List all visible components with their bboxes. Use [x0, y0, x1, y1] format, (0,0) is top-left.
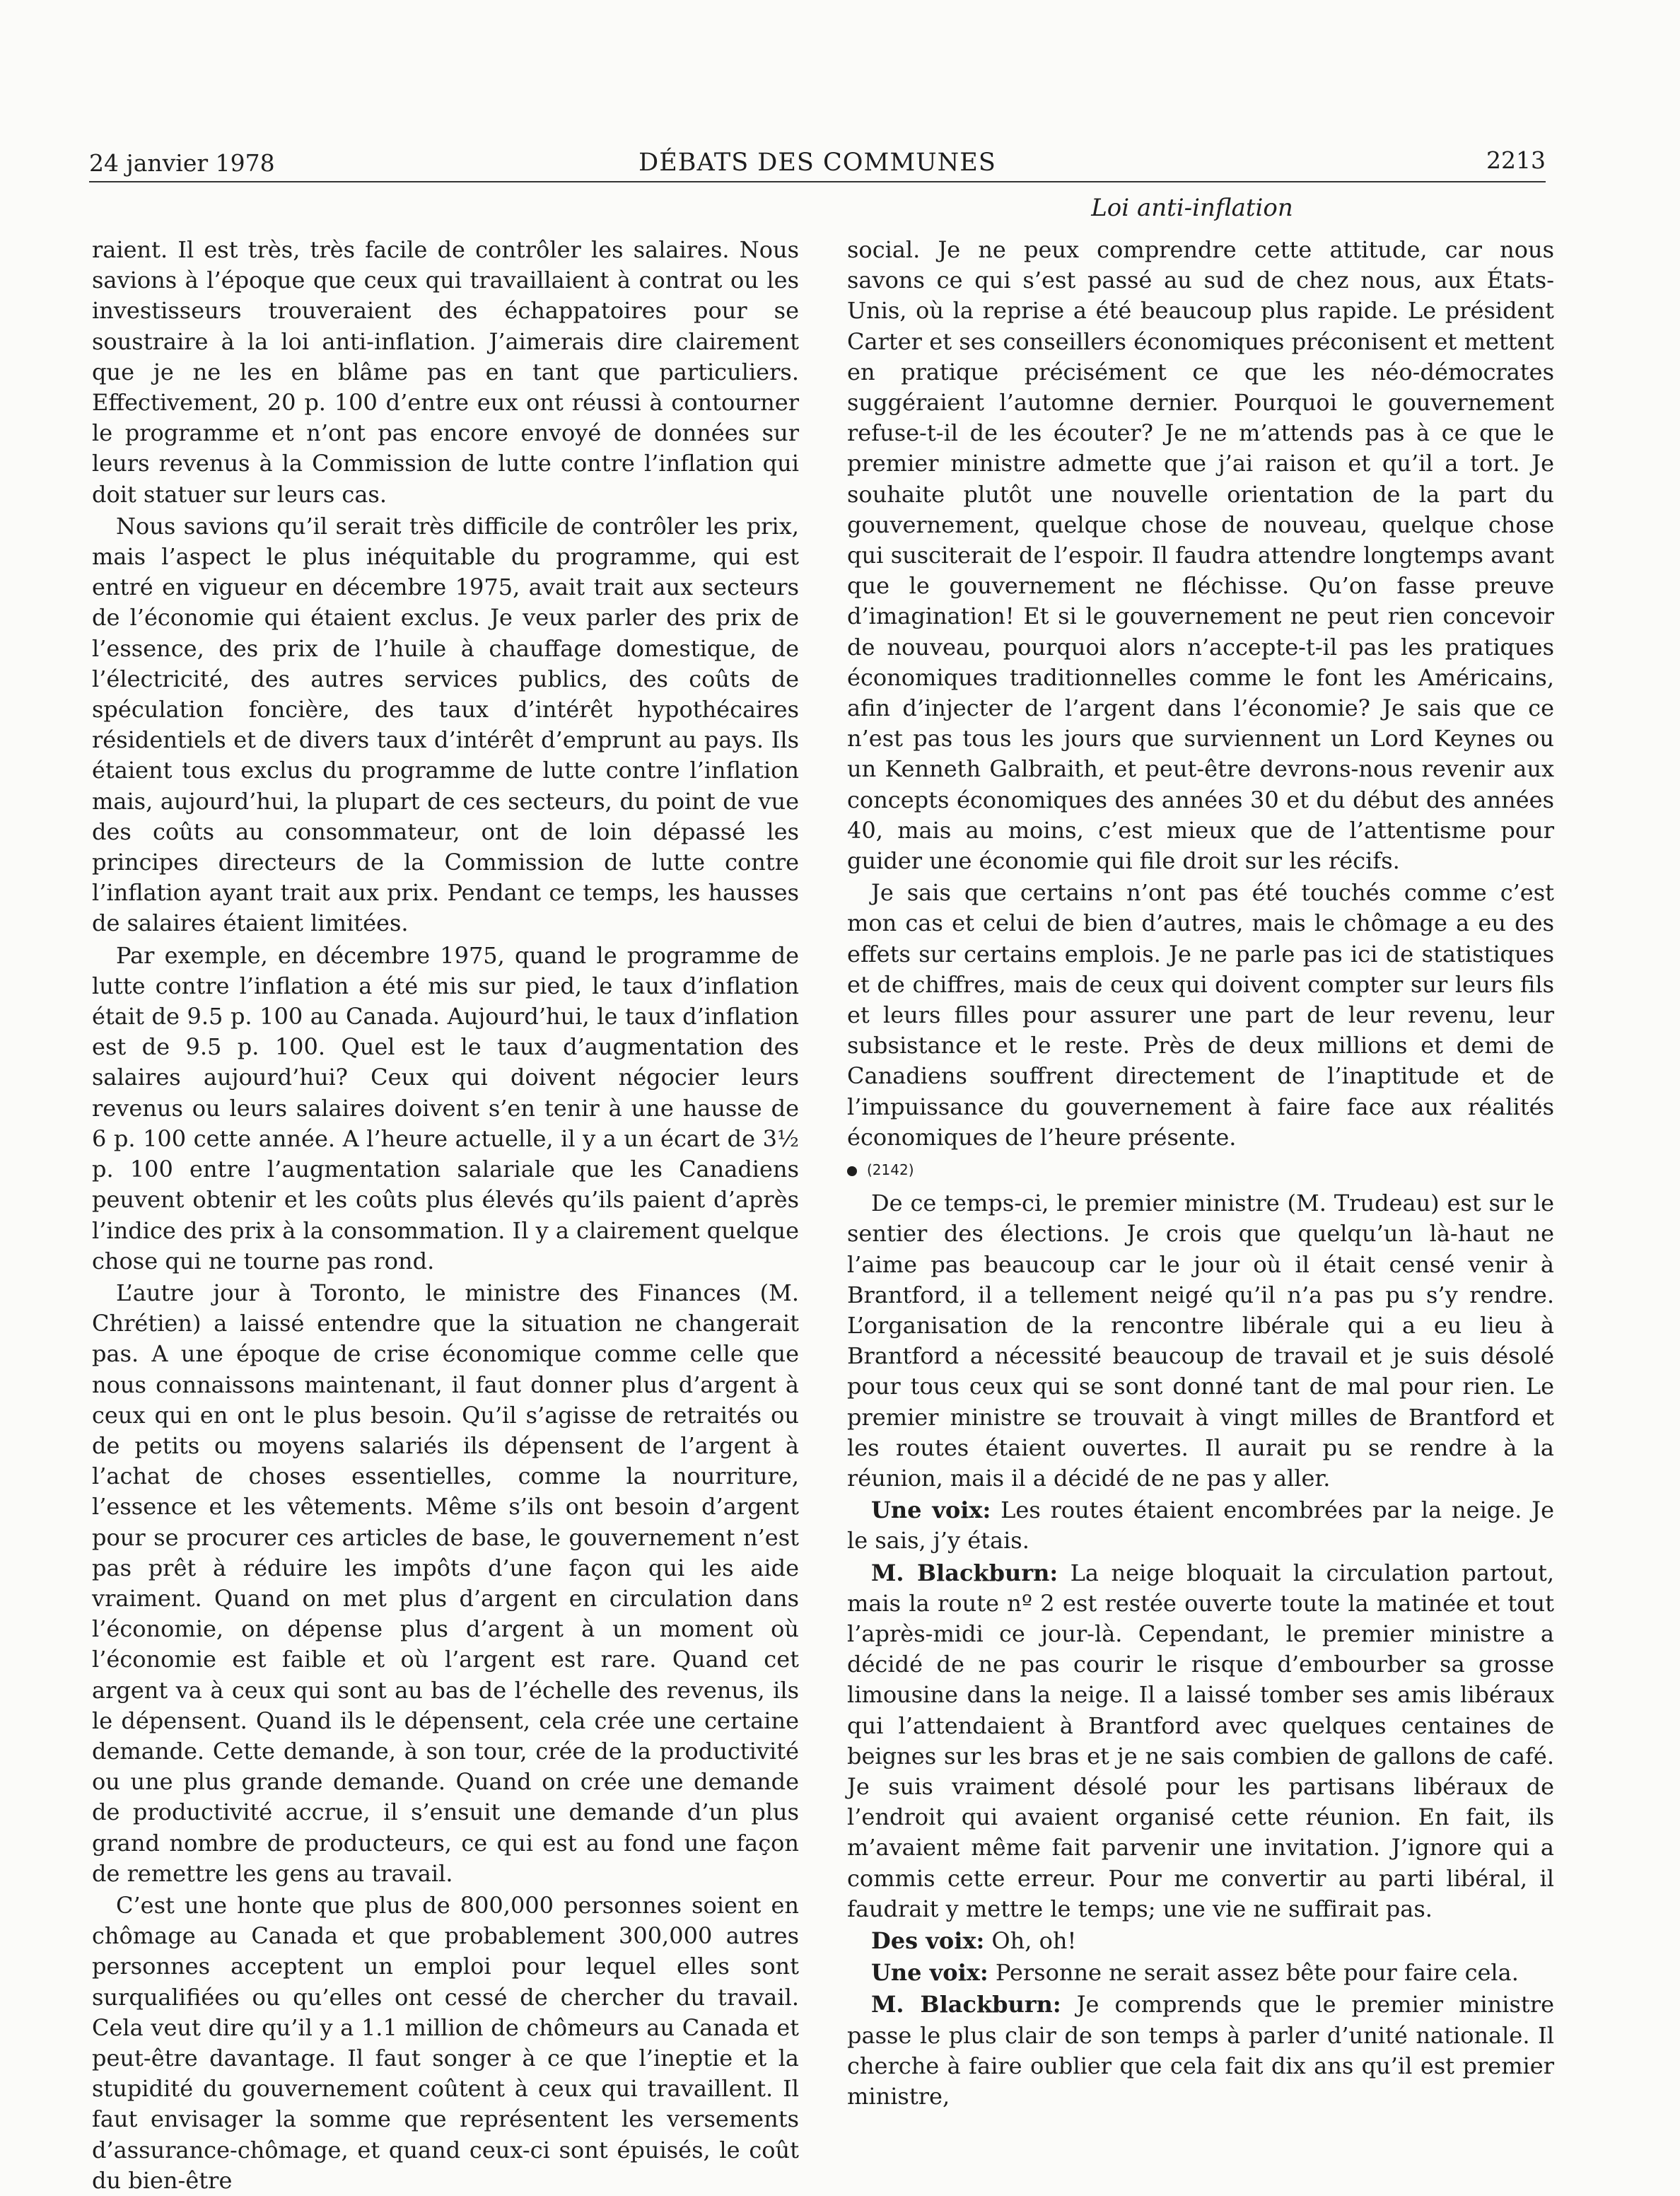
paragraph: C’est une honte que plus de 800,000 personnes soient en chômage au Canada et que probablement 300,000 autres personnes acceptent un emploi pour lequel elles sont surqualifiées ou qu’elles ont cessé de chercher du travail. Cela veut dire qu’il y a 1.1 million de chômeurs au Canada et peut-être davantage. Il faut songer à ce que l’ineptie et la stupidité du gouvernement coûtent à ceux qui travaillent. Il faut envisager la somme que représentent les versements d’assurance-chômage, et quand ceux-ci sont épuisés, le coût du bien-être [92, 1891, 799, 2194]
bullet-icon [847, 1166, 857, 1176]
speech-text: La neige bloquait la circulation partout, mais la route nº 2 est restée ouverte toute la matinée et tout l’après-midi ce jour-là. Cependant, le premier ministre a décidé de ne pas courir le risque d’embourber sa grosse limousine dans la neige. Il a laissé tomber ses amis libéraux qui l’attendaient à Brantford avec quelques centaines de beignes sur les bras et je ne sais combien de gallons de café. Je suis vraiment désolé pour les partisans libéraux de l’endroit qui avaient organisé cette réunion. En fait, ils m’avaient même fait parvenir une invitation. J’ignore qui a commis cette erreur. Pour me convertir au parti libéral, il faudrait y mettre le temps; une vie ne suffirait pas. [847, 1559, 1555, 1922]
paragraph: Par exemple, en décembre 1975, quand le programme de lutte contre l’inflation a été mis sur pied, le taux d’inflation était de 9.5 p. 100 au Canada. Aujourd’hui, le taux d’inflation est de 9.5 p. 100. Quel est le taux d’augmentation des salaires aujourd’hui? Ceux qui doivent négocier leurs revenus ou leurs salaires doivent s’en tenir à une hausse de 6 p. 100 cette année. A l’heure actuelle, il y a un écart de 3½ p. 100 entre l’augmentation salariale que les Canadiens peuvent obtenir et les coûts plus élevés qu’ils paient d’après l’indice des prix à la consommation. Il y a clairement quelque chose qui ne tourne pas rond. [92, 941, 800, 1274]
time-marker [847, 1156, 1554, 1184]
paragraph: De ce temps-ci, le premier ministre (M. Trudeau) est sur le sentier des élections. Je crois que quelqu’un là-haut ne l’aime pas beaucoup car le jour où il était censé venir à Brantford, il a tellement neigé qu’il n’a pas pu s’y rendre. L’organisation de la rencontre libérale qui a eu lieu à Brantford a nécessité beaucoup de travail et je suis désolé pour tous ceux qui se sont donné tant de mal pour rien. Le premier ministre se trouvait à vingt milles de Brantford et les routes étaient ouvertes. Il aurait pu se rendre à la réunion, mais il a décidé de ne pas y aller. [847, 1190, 1554, 1492]
page-number: 2213 [1486, 146, 1546, 174]
right-column [847, 235, 1554, 2112]
left-column [92, 235, 799, 2196]
speech-text: Oh, oh! [984, 1927, 1077, 1954]
paragraph: L’autre jour à Toronto, le ministre des Finances (M. Chrétien) a laissé entendre que la situation ne changerait pas. A une époque de crise économique comme celle que nous connaissons maintenant, il faut donner plus d’argent à ceux qui en ont le plus besoin. Qu’il s’agisse de retraités ou de petits ou moyens salariés ils dépensent de l’argent à l’achat de choses essentielles, comme la nourriture, l’essence et les vêtements. Même s’ils ont besoin d’argent pour se procurer ces articles de base, le gouvernement n’est pas prêt à réduire les impôts d’une façon qui les aide vraiment. Quand on met plus d’argent en circulation dans l’économie, on dépense plus d’argent à un moment où l’économie est faible et où l’argent est rare. Quand cet argent va à ceux qui sont au bas de l’échelle des revenus, ils le dépensent. Quand ils le dépensent, cela crée une certaine demande. Cette demande, à son tour, crée de la productivité ou une plus grande demande. Quand on crée une demande de productivité accrue, il s’ensuit une demande d’un plus grand nombre de producteurs, ce qui est au fond une façon de remettre les gens au travail. [92, 1279, 799, 1887]
speech [847, 1958, 1554, 1988]
paragraph: raient. Il est très, très facile de contrôler les salaires. Nous savions à l’époque que ceux qui travaillaient à contrat ou les investisseurs trouveraient des échappatoires pour se soustraire à la loi anti-inflation. J’aimerais dire clairement que je ne les en blâme pas en tant que particuliers. Effectivement, 20 p. 100 d’entre eux ont réussi à contourner le programme et n’ont pas encore envoyé de données sur leurs revenus à la Commission de lutte contre l’inflation qui doit statuer sur leurs cas. [92, 236, 799, 508]
speech-text: Les routes étaient encombrées par la neige. Je le sais, j’y étais. [847, 1497, 1555, 1555]
running-title: Loi anti-inflation [1091, 194, 1293, 222]
speaker-name: Une voix: [871, 1959, 988, 1987]
speaker-name: Une voix: [871, 1497, 991, 1524]
page-header [89, 139, 1546, 182]
speaker-name: M. Blackburn: [871, 1991, 1061, 2018]
speech [847, 1558, 1554, 1924]
header-title: DÉBATS DES COMMUNES [638, 149, 996, 177]
speech [847, 1495, 1554, 1556]
time-marker-label: (2142) [867, 1161, 914, 1179]
speech-text: Je comprends que le premier ministre passe le plus clair de son temps à parler d’unité nationale. Il cherche à faire oublier que cela fait dix ans qu’il est premier ministre, [847, 1991, 1555, 2110]
header-date: 24 janvier 1978 [89, 149, 275, 177]
speech-text: Personne ne serait assez bête pour faire cela. [988, 1959, 1519, 1987]
paragraph: Je sais que certains n’ont pas été touchés comme c’est mon cas et celui de bien d’autres, mais le chômage a eu des effets sur certains emplois. Je ne parle pas ici de statistiques et de chiffres, mais de ceux qui doivent compter sur leurs fils et leurs filles pour assurer une part de leur revenu, leur subsistance et le reste. Près de deux millions et demi de Canadiens souffrent directement de l’inaptitude et de l’impuissance du gouvernement à faire face aux réalités économiques de l’heure présente. [847, 879, 1554, 1151]
speech [847, 1989, 1554, 2112]
paragraph: Nous savions qu’il serait très difficile de contrôler les prix, mais l’aspect le plus inéquitable du programme, qui est entré en vigueur en décembre 1975, avait trait aux secteurs de l’économie qui étaient exclus. Je veux parler des prix de l’essence, des prix de l’huile à chauffage domestique, de l’électricité, des autres services publics, des coûts de spéculation foncière, des taux d’intérêt hypothécaires résidentiels et de divers taux d’intérêt d’emprunt au pays. Ils étaient tous exclus du programme de lutte contre l’inflation mais, aujourd’hui, la plupart de ces secteurs, du point de vue des coûts au consommateur, ont de loin dépassé les principes directeurs de la Commission de lutte contre l’inflation ayant trait aux prix. Pendant ce temps, les hausses de salaires étaient limitées. [92, 512, 799, 937]
speech [847, 1926, 1554, 1956]
speaker-name: M. Blackburn: [871, 1559, 1058, 1586]
speaker-name: Des voix: [871, 1927, 985, 1954]
paragraph: social. Je ne peux comprendre cette attitude, car nous savons ce qui s’est passé au sud de chez nous, aux États-Unis, où la reprise a été beaucoup plus rapide. Le président Carter et ses conseillers économiques préconisent et mettent en pratique précisément ce que les néo-démocrates suggéraient l’automne dernier. Pourquoi le gouvernement refuse-t-il de les écouter? Je ne m’attends pas à ce que le premier ministre admette que j’ai raison et qu’il a tort. Je souhaite plutôt une nouvelle orientation de la part du gouvernement, quelque chose de nouveau, quelque chose qui susciterait de l’espoir. Il faudra attendre longtemps avant que le gouvernement ne fléchisse. Qu’on fasse preuve d’imagination! Et si le gouvernement ne peut rien concevoir de nouveau, pourquoi alors n’accepte-t-il pas les pratiques économiques traditionnelles comme le font les Américains, afin d’injecter de l’argent dans l’économie? Je sais que ce n’est pas tous les jours que surviennent un Lord Keynes ou un Kenneth Galbraith, et peut-être devrons-nous revenir aux concepts économiques des années 30 et du début des années 40, mais au moins, c’est mieux que de l’attentisme pour guider une économie qui file droit sur les récifs. [847, 236, 1554, 875]
